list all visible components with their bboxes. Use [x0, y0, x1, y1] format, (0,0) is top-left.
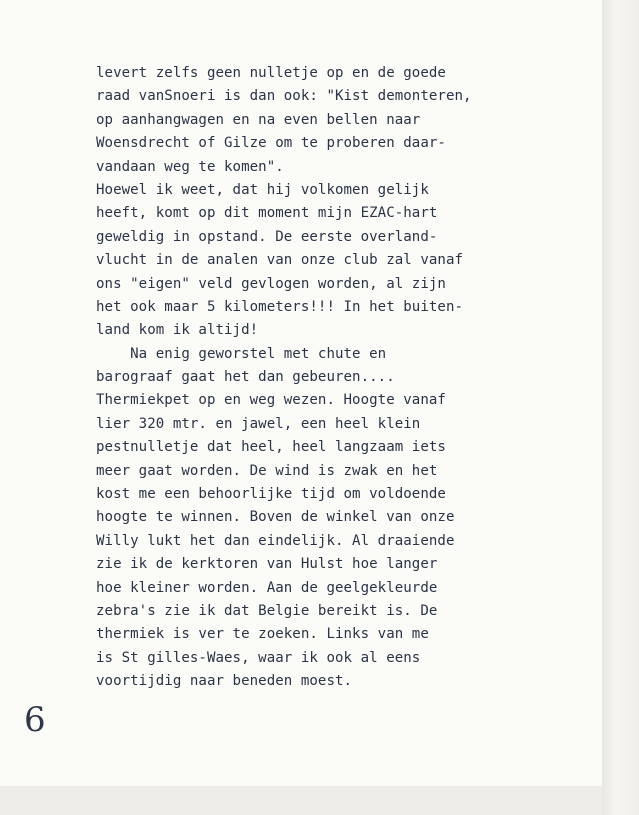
text-line: land kom ik altijd!: [96, 322, 259, 339]
text-line: lier 320 mtr. en jawel, een heel klein: [96, 415, 421, 432]
text-line: levert zelfs geen nulletje op en de goede: [96, 65, 446, 81]
text-line: vlucht in de analen van onze club zal vanaf: [96, 252, 464, 269]
text-line: barograaf gaat het dan gebeuren....: [96, 369, 395, 386]
text-line: zie ik de kerktoren van Hulst hoe langer: [96, 556, 438, 573]
text-line: geweldig in opstand. De eerste overland-: [96, 228, 438, 245]
text-line: heeft, komt op dit moment mijn EZAC-hart: [96, 205, 438, 222]
text-line: voortijdig naar beneden moest.: [96, 673, 353, 690]
text-line: meer gaat worden. De wind is zwak en het: [96, 462, 438, 479]
text-line: kost me een behoorlijke tijd om voldoende: [96, 486, 446, 503]
text-line: Thermiekpet op en weg wezen. Hoogte vanaf: [96, 392, 446, 409]
page-edge: [602, 0, 639, 815]
page-number: 6: [24, 700, 46, 740]
text-line: ons "eigen" veld gevlogen worden, al zijn: [96, 275, 446, 292]
text-line: hoogte te winnen. Boven de winkel van onze: [96, 509, 455, 526]
text-line: Hoewel ik weet, dat hij volkomen gelijk: [96, 181, 429, 198]
text-line: raad vanSnoeri is dan ook: "Kist demonteren,: [96, 88, 472, 105]
text-line: op aanhangwagen en na even bellen naar: [96, 111, 421, 128]
text-line: thermiek is ver te zoeken. Links van me: [96, 626, 429, 643]
text-line: zebra's zie ik dat Belgie bereikt is. De: [96, 602, 438, 619]
text-line: is St gilles-Waes, waar ik ook al eens: [96, 649, 421, 666]
text-line: hoe kleiner worden. Aan de geelgekleurde: [96, 579, 438, 596]
page-bottom-edge: [0, 786, 602, 815]
text-line: vandaan weg te komen".: [96, 158, 284, 175]
typewritten-text: [96, 62, 536, 694]
text-line: Woensdrecht of Gilze om te proberen daar-: [96, 135, 446, 152]
text-line: Na enig geworstel met chute en: [96, 345, 387, 362]
text-line: Willy lukt het dan eindelijk. Al draaiende: [96, 532, 455, 549]
text-line: pestnulletje dat heel, heel langzaam iets: [96, 439, 446, 456]
text-line: het ook maar 5 kilometers!!! In het buiten-: [96, 298, 464, 315]
